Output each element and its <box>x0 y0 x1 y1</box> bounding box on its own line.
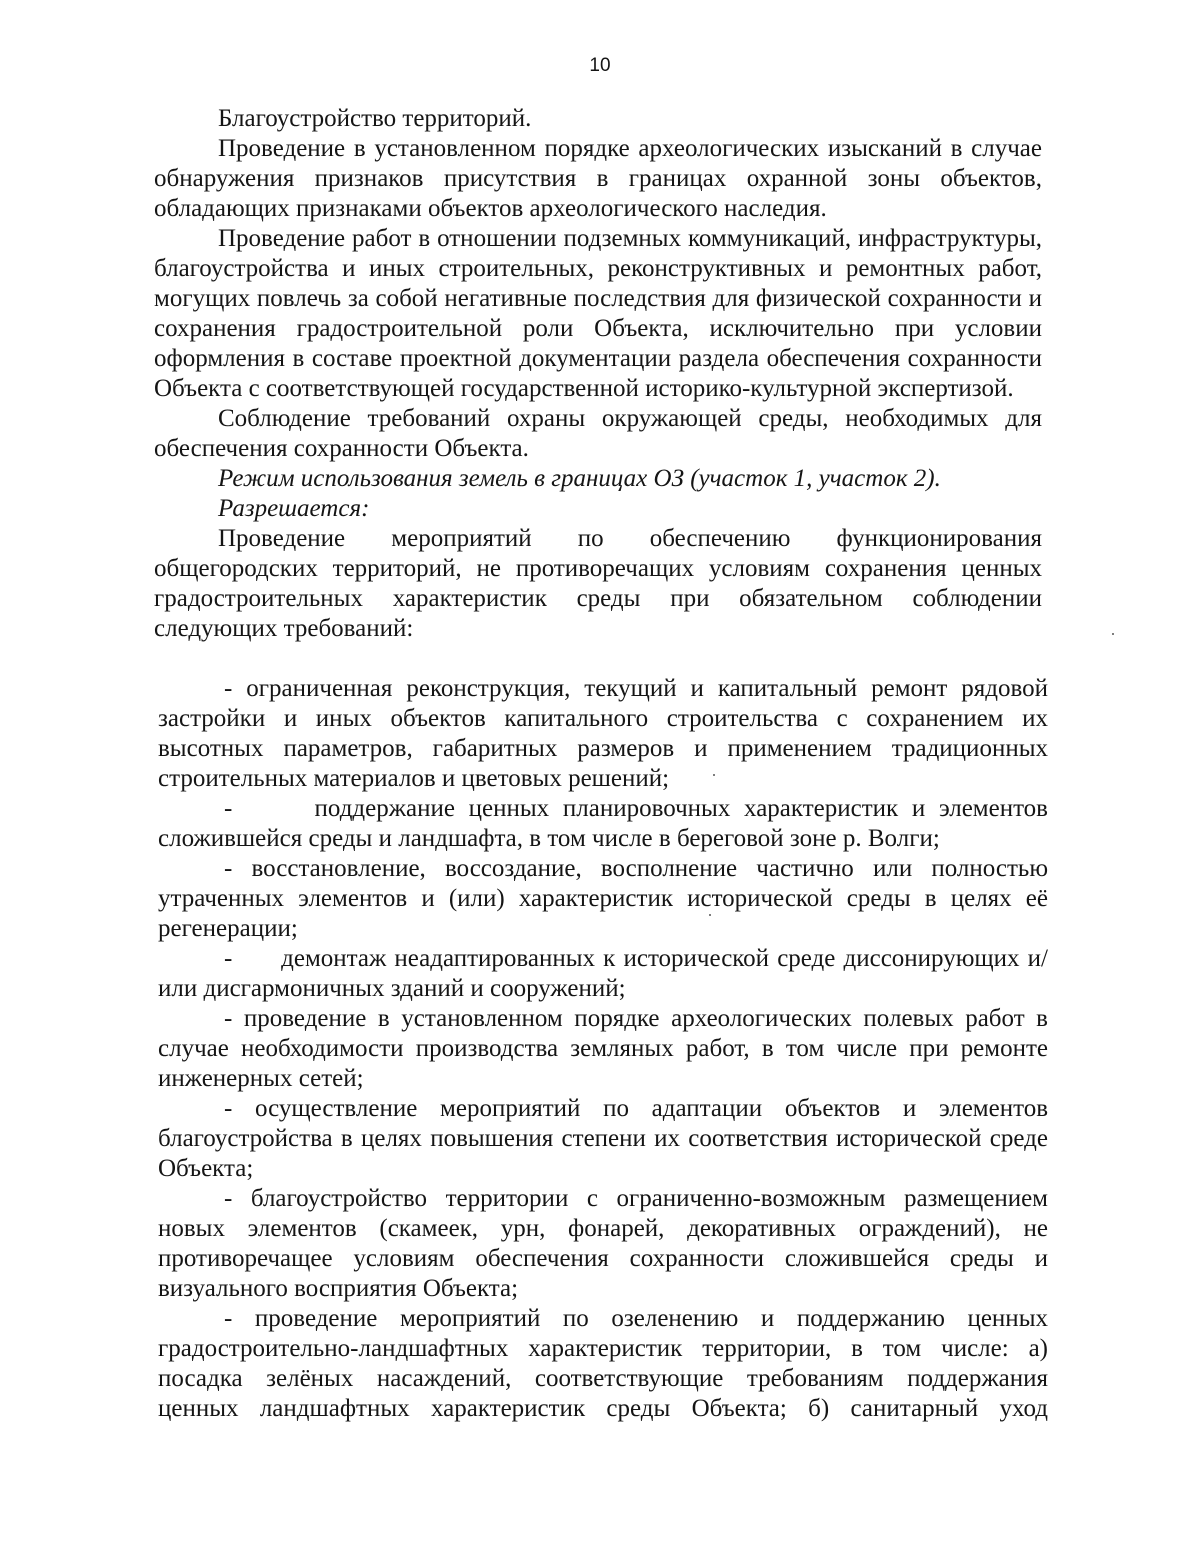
requirement-item: - восстановление, воссоздание, восполнение частично или полностью утраченных элементов и (или) характеристик исторической среды в целях её регенерации; <box>158 855 1048 942</box>
scan-speck <box>709 914 711 916</box>
requirement-item: - поддержание ценных планировочных характеристик и элементов сложившейся среды и ландшафта, в том числе в береговой зоне р. Волги; <box>158 795 1055 852</box>
requirement-item: - благоустройство территории с ограниченно-возможным размещением новых элементов (скамеек, урн, фонарей, декоративных ограждений), не противоречащее условиям обеспечения сохранности сложившейся среды и визуального восприятия Объекта; <box>158 1185 1048 1302</box>
requirement-item: - демонтаж неадаптированных к исторической среде диссонирующих и/или дисгармоничных зданий и сооружений; <box>158 945 1048 1002</box>
allowed-intro: Проведение мероприятий по обеспечению функционирования общегородских территорий, не противоречащих условиям сохранения ценных градостроительных характеристик среды при обязательном соблюдении следующих требований: <box>154 525 1042 642</box>
requirement-item: - осуществление мероприятий по адаптации объектов и элементов благоустройства в целях повышения степени их соответствия исторической среде Объекта; <box>158 1095 1048 1182</box>
requirements-list <box>158 674 1055 1424</box>
requirement-item: - проведение в установленном порядке археологических полевых работ в случае необходимости производства земляных работ, в том числе при ремонте инженерных сетей; <box>158 1005 1048 1092</box>
paragraph-environment: Соблюдение требований охраны окружающей среды, необходимых для обеспечения сохранности Объекта. <box>154 405 1042 462</box>
scan-speck <box>1112 633 1114 635</box>
requirement-item: - проведение мероприятий по озеленению и поддержанию ценных градостроительно-ландшафтных характеристик территории, в том числе: а) посадка зелёных насаждений, соответствующие требованиям поддержания ценных ландшафтных характеристик среды Объекта; б) санитарный уход <box>158 1305 1048 1422</box>
paragraph-works: Проведение работ в отношении подземных коммуникаций, инфраструктуры, благоустройства и иных строительных, реконструктивных и ремонтных работ, могущих повлечь за собой негативные последствия для физической сохранности и сохранения градостроительной роли Объекта, исключительно при условии оформления в составе проектной документации раздела обеспечения сохранности Объекта с соответствующей государственной историко-культурной экспертизой. <box>154 225 1042 402</box>
regime-title: Режим использования земель в границах ОЗ (участок 1, участок 2). <box>218 465 941 492</box>
scan-speck <box>713 774 715 776</box>
text-block-general <box>154 104 1042 644</box>
paragraph-archaeology: Проведение в установленном порядке археологических изысканий в случае обнаружения признаков присутствия в границах охранной зоны объектов, обладающих признаками объектов археологического наследия. <box>154 135 1042 222</box>
requirement-item: - ограниченная реконструкция, текущий и капитальный ремонт рядовой застройки и иных объектов капитального строительства с сохранением их высотных параметров, габаритных размеров и применением традиционных строительных материалов и цветовых решений; <box>158 675 1048 792</box>
paragraph-landscaping: Благоустройство территорий. <box>218 105 532 132</box>
page-number: 10 <box>589 55 611 76</box>
allowed-title: Разрешается: <box>218 495 370 522</box>
